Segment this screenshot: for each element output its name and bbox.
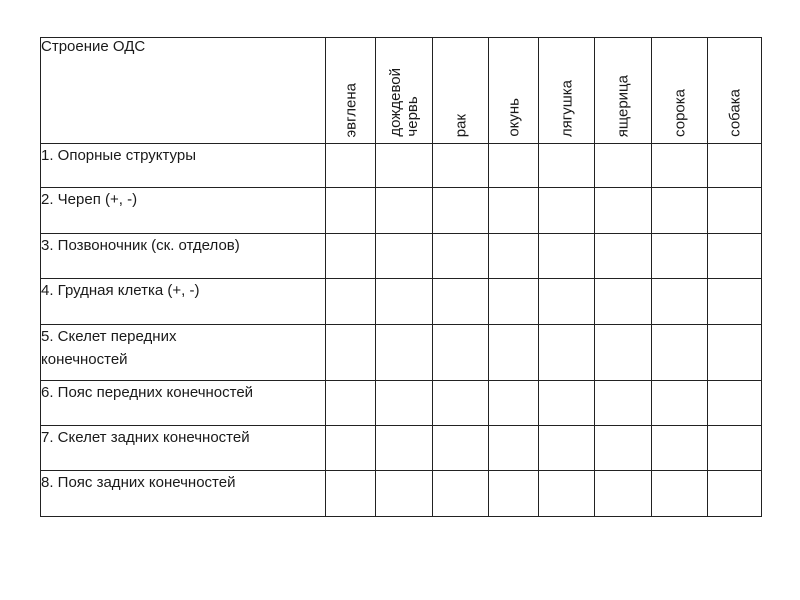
table-cell[interactable] bbox=[595, 188, 652, 234]
table-cell[interactable] bbox=[433, 471, 489, 517]
row-label: 1. Опорные структуры bbox=[41, 144, 326, 188]
table-row bbox=[41, 471, 762, 517]
table-cell[interactable] bbox=[489, 381, 539, 426]
table-cell[interactable] bbox=[708, 144, 762, 188]
table-cell[interactable] bbox=[376, 381, 433, 426]
table-cell[interactable] bbox=[376, 471, 433, 517]
column-header-perch bbox=[489, 38, 539, 144]
table-cell[interactable] bbox=[326, 144, 376, 188]
table-row bbox=[41, 381, 762, 426]
table-row bbox=[41, 426, 762, 471]
table-cell[interactable] bbox=[595, 325, 652, 381]
row-label: 4. Грудная клетка (+, -) bbox=[41, 279, 326, 325]
table-title-cell: Строение ОДС bbox=[41, 38, 326, 144]
column-header-earthworm bbox=[376, 38, 433, 144]
column-header-evglena bbox=[326, 38, 376, 144]
table-cell[interactable] bbox=[708, 471, 762, 517]
row-label: 7. Скелет задних конечностей bbox=[41, 426, 326, 471]
column-header-dog bbox=[708, 38, 762, 144]
table-cell[interactable] bbox=[708, 426, 762, 471]
table-cell[interactable] bbox=[489, 325, 539, 381]
table-cell[interactable] bbox=[489, 188, 539, 234]
table-cell[interactable] bbox=[376, 426, 433, 471]
table-cell[interactable] bbox=[539, 471, 595, 517]
row-label: 2. Череп (+, -) bbox=[41, 188, 326, 234]
table-cell[interactable] bbox=[433, 234, 489, 279]
column-header-lizard bbox=[595, 38, 652, 144]
table-cell[interactable] bbox=[652, 426, 708, 471]
table-cell[interactable] bbox=[708, 279, 762, 325]
table-cell[interactable] bbox=[433, 279, 489, 325]
table-cell[interactable] bbox=[326, 471, 376, 517]
table-row bbox=[41, 279, 762, 325]
table-cell[interactable] bbox=[433, 144, 489, 188]
column-header-frog bbox=[539, 38, 595, 144]
row-label: 8. Пояс задних конечностей bbox=[41, 471, 326, 517]
table-cell[interactable] bbox=[708, 188, 762, 234]
table-cell[interactable] bbox=[433, 325, 489, 381]
column-header-label: ящерица bbox=[614, 74, 632, 137]
table-cell[interactable] bbox=[376, 279, 433, 325]
table-cell[interactable] bbox=[326, 188, 376, 234]
column-header-label: эвглена bbox=[342, 82, 359, 137]
table-cell[interactable] bbox=[433, 381, 489, 426]
row-label: 6. Пояс передних конечностей bbox=[41, 381, 326, 426]
table-cell[interactable] bbox=[489, 279, 539, 325]
table-cell[interactable] bbox=[539, 325, 595, 381]
column-header-label: сорока bbox=[671, 89, 688, 137]
table-row bbox=[41, 325, 762, 381]
table-cell[interactable] bbox=[539, 426, 595, 471]
table-cell[interactable] bbox=[539, 279, 595, 325]
table-cell[interactable] bbox=[376, 144, 433, 188]
table-cell[interactable] bbox=[652, 188, 708, 234]
table-cell[interactable] bbox=[595, 381, 652, 426]
table-cell[interactable] bbox=[489, 471, 539, 517]
column-header-label: дождевой червь bbox=[387, 68, 421, 137]
table-cell[interactable] bbox=[489, 426, 539, 471]
table-cell[interactable] bbox=[539, 234, 595, 279]
table-cell[interactable] bbox=[489, 144, 539, 188]
table-cell[interactable] bbox=[489, 234, 539, 279]
header-row bbox=[41, 38, 762, 144]
table-cell[interactable] bbox=[652, 471, 708, 517]
table-cell[interactable] bbox=[652, 234, 708, 279]
column-header-label: собака bbox=[726, 89, 743, 137]
table-cell[interactable] bbox=[708, 234, 762, 279]
table-cell[interactable] bbox=[595, 279, 652, 325]
table-cell[interactable] bbox=[652, 325, 708, 381]
table-cell[interactable] bbox=[652, 279, 708, 325]
column-header-label: окунь bbox=[505, 98, 522, 137]
column-header-label: лягушка bbox=[558, 79, 575, 137]
table-cell[interactable] bbox=[376, 234, 433, 279]
table-cell[interactable] bbox=[595, 234, 652, 279]
table-cell[interactable] bbox=[376, 188, 433, 234]
row-label: 5. Скелет передних конечностей bbox=[41, 325, 326, 381]
table-cell[interactable] bbox=[326, 279, 376, 325]
table-row bbox=[41, 234, 762, 279]
table-cell[interactable] bbox=[539, 144, 595, 188]
table-cell[interactable] bbox=[326, 426, 376, 471]
table-cell[interactable] bbox=[433, 188, 489, 234]
table-cell[interactable] bbox=[326, 234, 376, 279]
table-cell[interactable] bbox=[595, 426, 652, 471]
table-cell[interactable] bbox=[539, 381, 595, 426]
table-cell[interactable] bbox=[433, 426, 489, 471]
column-header-crayfish bbox=[433, 38, 489, 144]
table-cell[interactable] bbox=[326, 381, 376, 426]
ods-structure-table bbox=[40, 37, 762, 517]
column-header-label: рак bbox=[452, 113, 469, 137]
table-cell[interactable] bbox=[708, 381, 762, 426]
table-row bbox=[41, 188, 762, 234]
table-cell[interactable] bbox=[595, 471, 652, 517]
table-cell[interactable] bbox=[376, 325, 433, 381]
table-cell[interactable] bbox=[652, 381, 708, 426]
column-header-magpie bbox=[652, 38, 708, 144]
table-cell[interactable] bbox=[326, 325, 376, 381]
table-cell[interactable] bbox=[652, 144, 708, 188]
table-cell[interactable] bbox=[539, 188, 595, 234]
table-cell[interactable] bbox=[708, 325, 762, 381]
row-label: 3. Позвоночник (ск. отделов) bbox=[41, 234, 326, 279]
table-cell[interactable] bbox=[595, 144, 652, 188]
table-row bbox=[41, 144, 762, 188]
